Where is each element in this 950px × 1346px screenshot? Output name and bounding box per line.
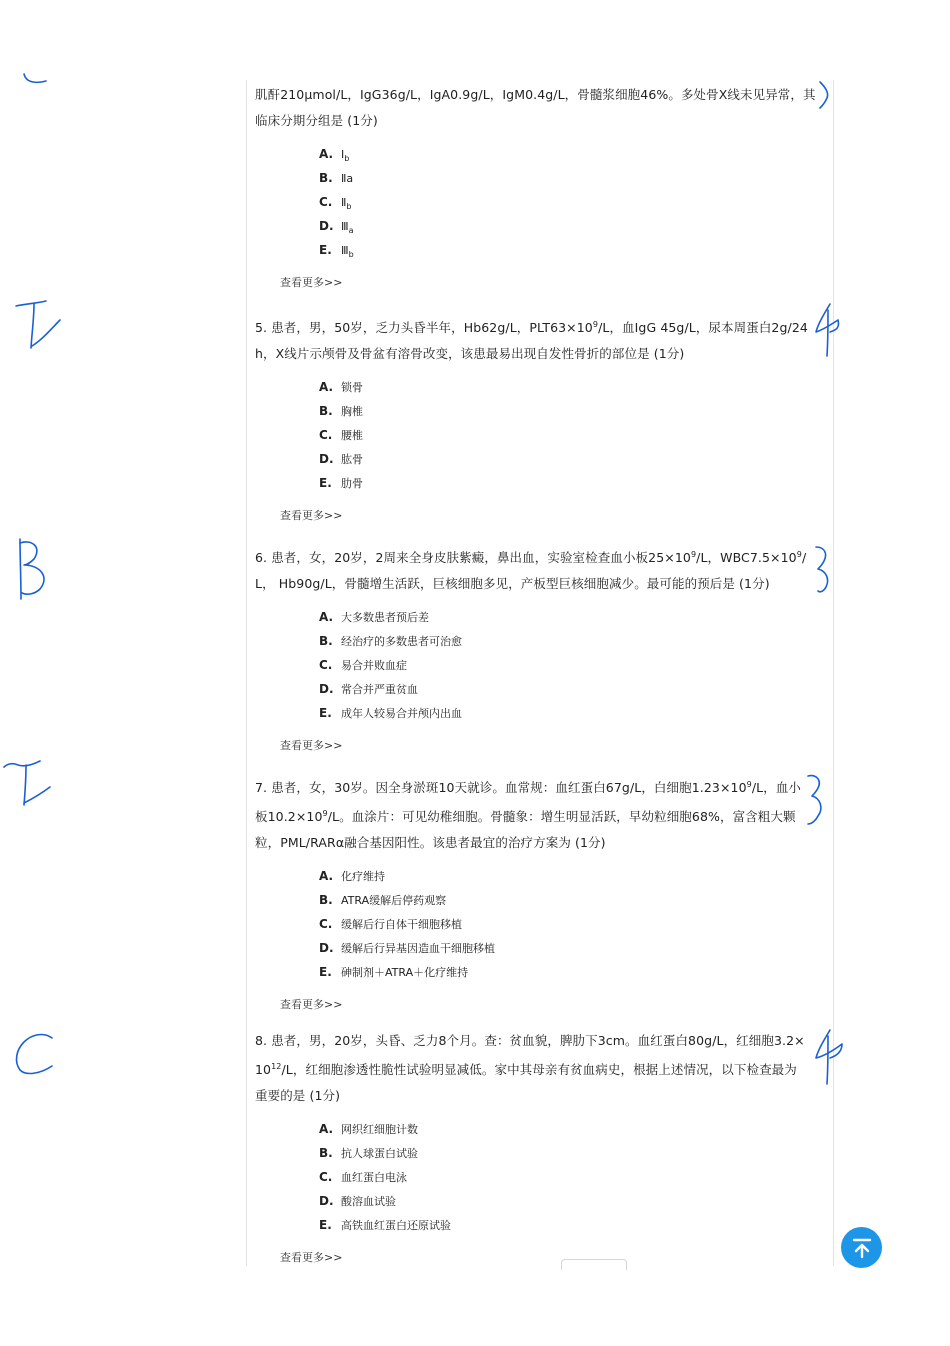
question-8 <box>255 1028 817 1265</box>
question-5 <box>255 312 817 523</box>
option-a[interactable]: A. 化疗维持 <box>319 869 385 884</box>
stem-line: 肌酐210μmol/L，IgG36g/L，IgA0.9g/L，IgM0.4g/L，骨髓浆细胞46%。多处骨X线未见异常，其 <box>255 87 816 102</box>
option-b[interactable]: B. ATRA缓解后停药观察 <box>319 893 447 908</box>
question-4 <box>255 82 817 290</box>
question-8-options <box>255 1117 817 1237</box>
back-to-top-button[interactable] <box>841 1227 882 1268</box>
option-b[interactable]: B. Ⅱa <box>319 171 354 185</box>
see-more-link[interactable]: 查看更多>> <box>280 509 343 523</box>
handwritten-answer-q8 <box>10 1030 58 1082</box>
question-6-stem: 6. 患者，女，20岁，2周来全身皮肤紫癜，鼻出血，实验室检查血小板$25\times 10^9/L$，$WBC7.5\times 10^9/$ L， Hb90g/L，骨髓增生活跃，巨核细胞多见，产板型巨核细胞减少。最可能的预后是 (1分) <box>255 550 807 592</box>
option-b[interactable]: B. 胸椎 <box>319 404 363 419</box>
see-more-link[interactable]: 查看更多>> <box>280 739 343 753</box>
question-4-options <box>255 142 817 262</box>
page-indicator-tab <box>561 1259 627 1270</box>
option-c[interactable]: C. 腰椎 <box>319 428 363 443</box>
arrow-up-to-top-icon <box>850 1236 874 1260</box>
handwritten-answer-q7 <box>2 755 54 811</box>
question-5-options <box>255 375 817 495</box>
question-7 <box>255 772 817 1012</box>
question-8-stem: 8. 患者，男，20岁，头昏、乏力8个月。查：贫血貌，脾肋下3cm。血红蛋白80g/L，红细胞3.2× $10^{12}/L$，红细胞渗透性脆性试验明显减低。家中其母亲有贫血病史，根据上述情况，以下检查最为 重要的是 (1分) <box>255 1033 805 1104</box>
handwritten-answer-q6 <box>12 535 52 603</box>
see-more-link[interactable]: 查看更多>> <box>280 998 343 1012</box>
handwritten-mark-q4 <box>816 80 834 110</box>
handwritten-mark-q5 <box>812 300 842 360</box>
question-4-stem <box>255 82 817 134</box>
option-a[interactable]: A. 锁骨 <box>319 380 363 395</box>
option-e[interactable]: E. 成年人较易合并颅内出血 <box>319 706 462 721</box>
question-6-options <box>255 605 817 725</box>
option-d[interactable]: D. 常合并严重贫血 <box>319 682 418 697</box>
question-7-stem: 7. 患者，女，30岁。因全身淤斑10天就诊。血常规：血红蛋白67g/L，白细胞$1.23\times 10^9/L$，血小 板$10.2\times 10^9/L$。血涂片：可见幼稚细胞。骨髓象：增生明显活跃，早幼粒细胞68%，富含粗大颗 粒，PML/RARα融合基因阳性。该患者最宜的治疗方案为 (1分) <box>255 780 802 851</box>
option-d[interactable]: D. 酸溶血试验 <box>319 1194 396 1209</box>
option-d[interactable]: D. 肱骨 <box>319 452 363 467</box>
option-e[interactable]: E. $Ⅲ_b$ <box>319 243 354 260</box>
question-5-stem: 5. 患者，男，50岁，乏力头昏半年，Hb62g/L，$PLT63\times 10^9/L$，血IgG 45g/L，尿本周蛋白2g/24 h，X线片示颅骨及骨盆有溶骨改变，该患最易出现自发性骨折的部位是 (1分) <box>255 320 808 362</box>
option-c[interactable]: C. 缓解后行自体干细胞移植 <box>319 917 462 932</box>
handwritten-answer-q5 <box>12 298 64 356</box>
option-d[interactable]: D. $Ⅲ_a$ <box>319 219 354 236</box>
handwritten-stroke-top <box>20 70 50 90</box>
stem-line: 临床分期分组是 (1分) <box>255 113 378 128</box>
option-e[interactable]: E. 高铁血红蛋白还原试验 <box>319 1218 451 1233</box>
option-e[interactable]: E. 肋骨 <box>319 476 363 491</box>
option-c[interactable]: C. 血红蛋白电泳 <box>319 1170 407 1185</box>
see-more-link[interactable]: 查看更多>> <box>280 276 343 289</box>
handwritten-mark-q8 <box>812 1026 846 1088</box>
handwritten-mark-q7 <box>804 772 826 828</box>
option-a[interactable]: A. $Ⅰ_b$ <box>319 147 350 164</box>
option-c[interactable]: C. 易合并败血症 <box>319 658 407 673</box>
option-c[interactable]: C. $Ⅱ_b$ <box>319 195 352 212</box>
option-d[interactable]: D. 缓解后行异基因造血干细胞移植 <box>319 941 495 956</box>
option-a[interactable]: A. 大多数患者预后差 <box>319 610 429 625</box>
option-b[interactable]: B. 抗人球蛋白试验 <box>319 1146 418 1161</box>
question-6 <box>255 542 817 753</box>
option-b[interactable]: B. 经治疗的多数患者可治愈 <box>319 634 462 649</box>
option-e[interactable]: E. 砷制剂＋ATRA＋化疗维持 <box>319 965 469 980</box>
handwritten-mark-q6 <box>812 543 834 595</box>
option-a[interactable]: A. 网织红细胞计数 <box>319 1122 418 1137</box>
question-7-options <box>255 864 817 984</box>
see-more-link[interactable]: 查看更多>> <box>280 1251 343 1265</box>
